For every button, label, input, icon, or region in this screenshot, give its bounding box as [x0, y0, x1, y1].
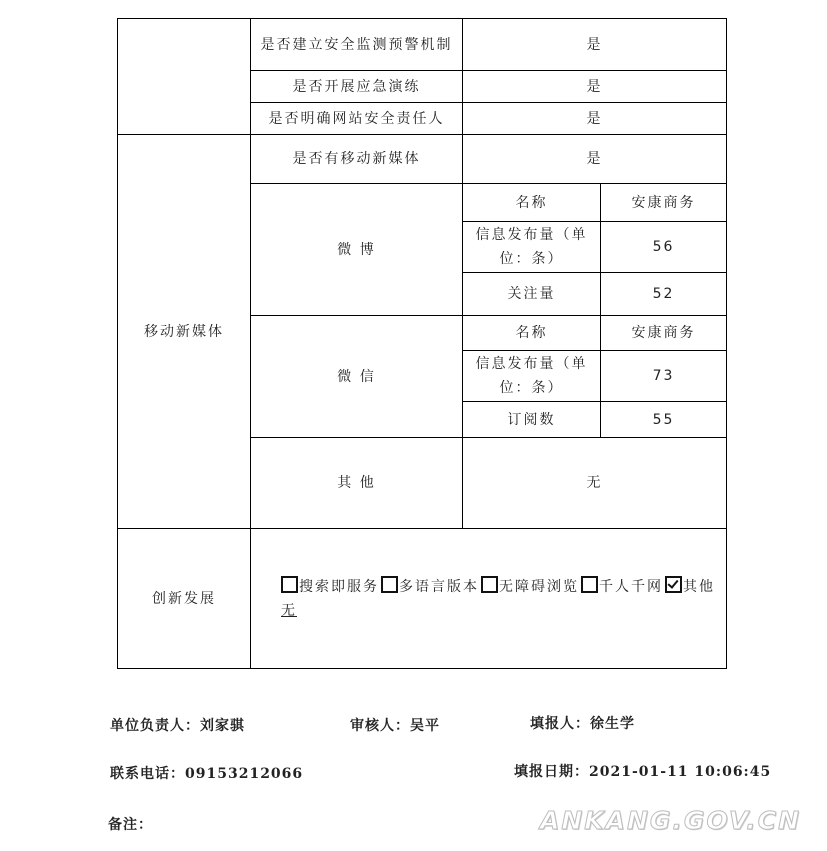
- weibo-label: 微 博: [251, 184, 463, 316]
- innovation-options: [251, 529, 727, 669]
- other-media-label: 其 他: [251, 438, 463, 529]
- option-search-service[interactable]: 搜索即服务: [281, 579, 379, 595]
- monitoring-value: 是: [463, 19, 727, 71]
- security-section-cell: [118, 19, 251, 135]
- wechat-name-label: 名称: [463, 316, 601, 351]
- innovation-other-text: 无: [281, 602, 297, 619]
- other-media-value: 无: [463, 438, 727, 529]
- weibo-follow-value: 52: [601, 273, 727, 316]
- report-table: [117, 18, 727, 669]
- weibo-name-label: 名称: [463, 184, 601, 222]
- checkbox-icon[interactable]: [381, 576, 398, 593]
- weibo-name-value: 安康商务: [601, 184, 727, 222]
- wechat-posts-value: 73: [601, 351, 727, 402]
- responsible-label: 是否明确网站安全责任人: [251, 103, 463, 135]
- site-watermark: ANKANG.GOV.CN: [540, 806, 802, 835]
- weibo-posts-label: 信息发布量（单位：条）: [463, 222, 601, 273]
- contact-phone: 联系电话：09153212066: [110, 766, 304, 782]
- wechat-posts-label: 信息发布量（单位：条）: [463, 351, 601, 402]
- wechat-sub-label: 订阅数: [463, 402, 601, 438]
- weibo-follow-label: 关注量: [463, 273, 601, 316]
- option-accessibility[interactable]: 无障碍浏览: [481, 579, 579, 595]
- drill-value: 是: [463, 71, 727, 103]
- wechat-label: 微 信: [251, 316, 463, 438]
- filler: 填报人：徐生学: [530, 716, 635, 732]
- has-mobile-value: 是: [463, 135, 727, 184]
- checkbox-icon[interactable]: [481, 576, 498, 593]
- wechat-name-value: 安康商务: [601, 316, 727, 351]
- option-personalized[interactable]: 千人千网: [581, 579, 663, 595]
- mobile-media-section: 移动新媒体: [118, 135, 251, 529]
- has-mobile-label: 是否有移动新媒体: [251, 135, 463, 184]
- checkbox-icon[interactable]: [581, 576, 598, 593]
- reviewer: 审核人：吴平: [350, 718, 440, 734]
- weibo-posts-value: 56: [601, 222, 727, 273]
- innovation-section: 创新发展: [118, 529, 251, 669]
- checked-checkbox-icon[interactable]: [665, 576, 682, 593]
- drill-label: 是否开展应急演练: [251, 71, 463, 103]
- wechat-sub-value: 55: [601, 402, 727, 438]
- option-other[interactable]: 其他: [665, 579, 715, 595]
- checkbox-icon[interactable]: [281, 576, 298, 593]
- fill-date: 填报日期：2021-01-11 10:06:45: [514, 764, 772, 780]
- responsible-value: 是: [463, 103, 727, 135]
- unit-leader: 单位负责人：刘家骐: [110, 718, 245, 734]
- monitoring-label: 是否建立安全监测预警机制: [251, 19, 463, 71]
- remarks: 备注：: [108, 817, 153, 833]
- option-multilingual[interactable]: 多语言版本: [381, 579, 479, 595]
